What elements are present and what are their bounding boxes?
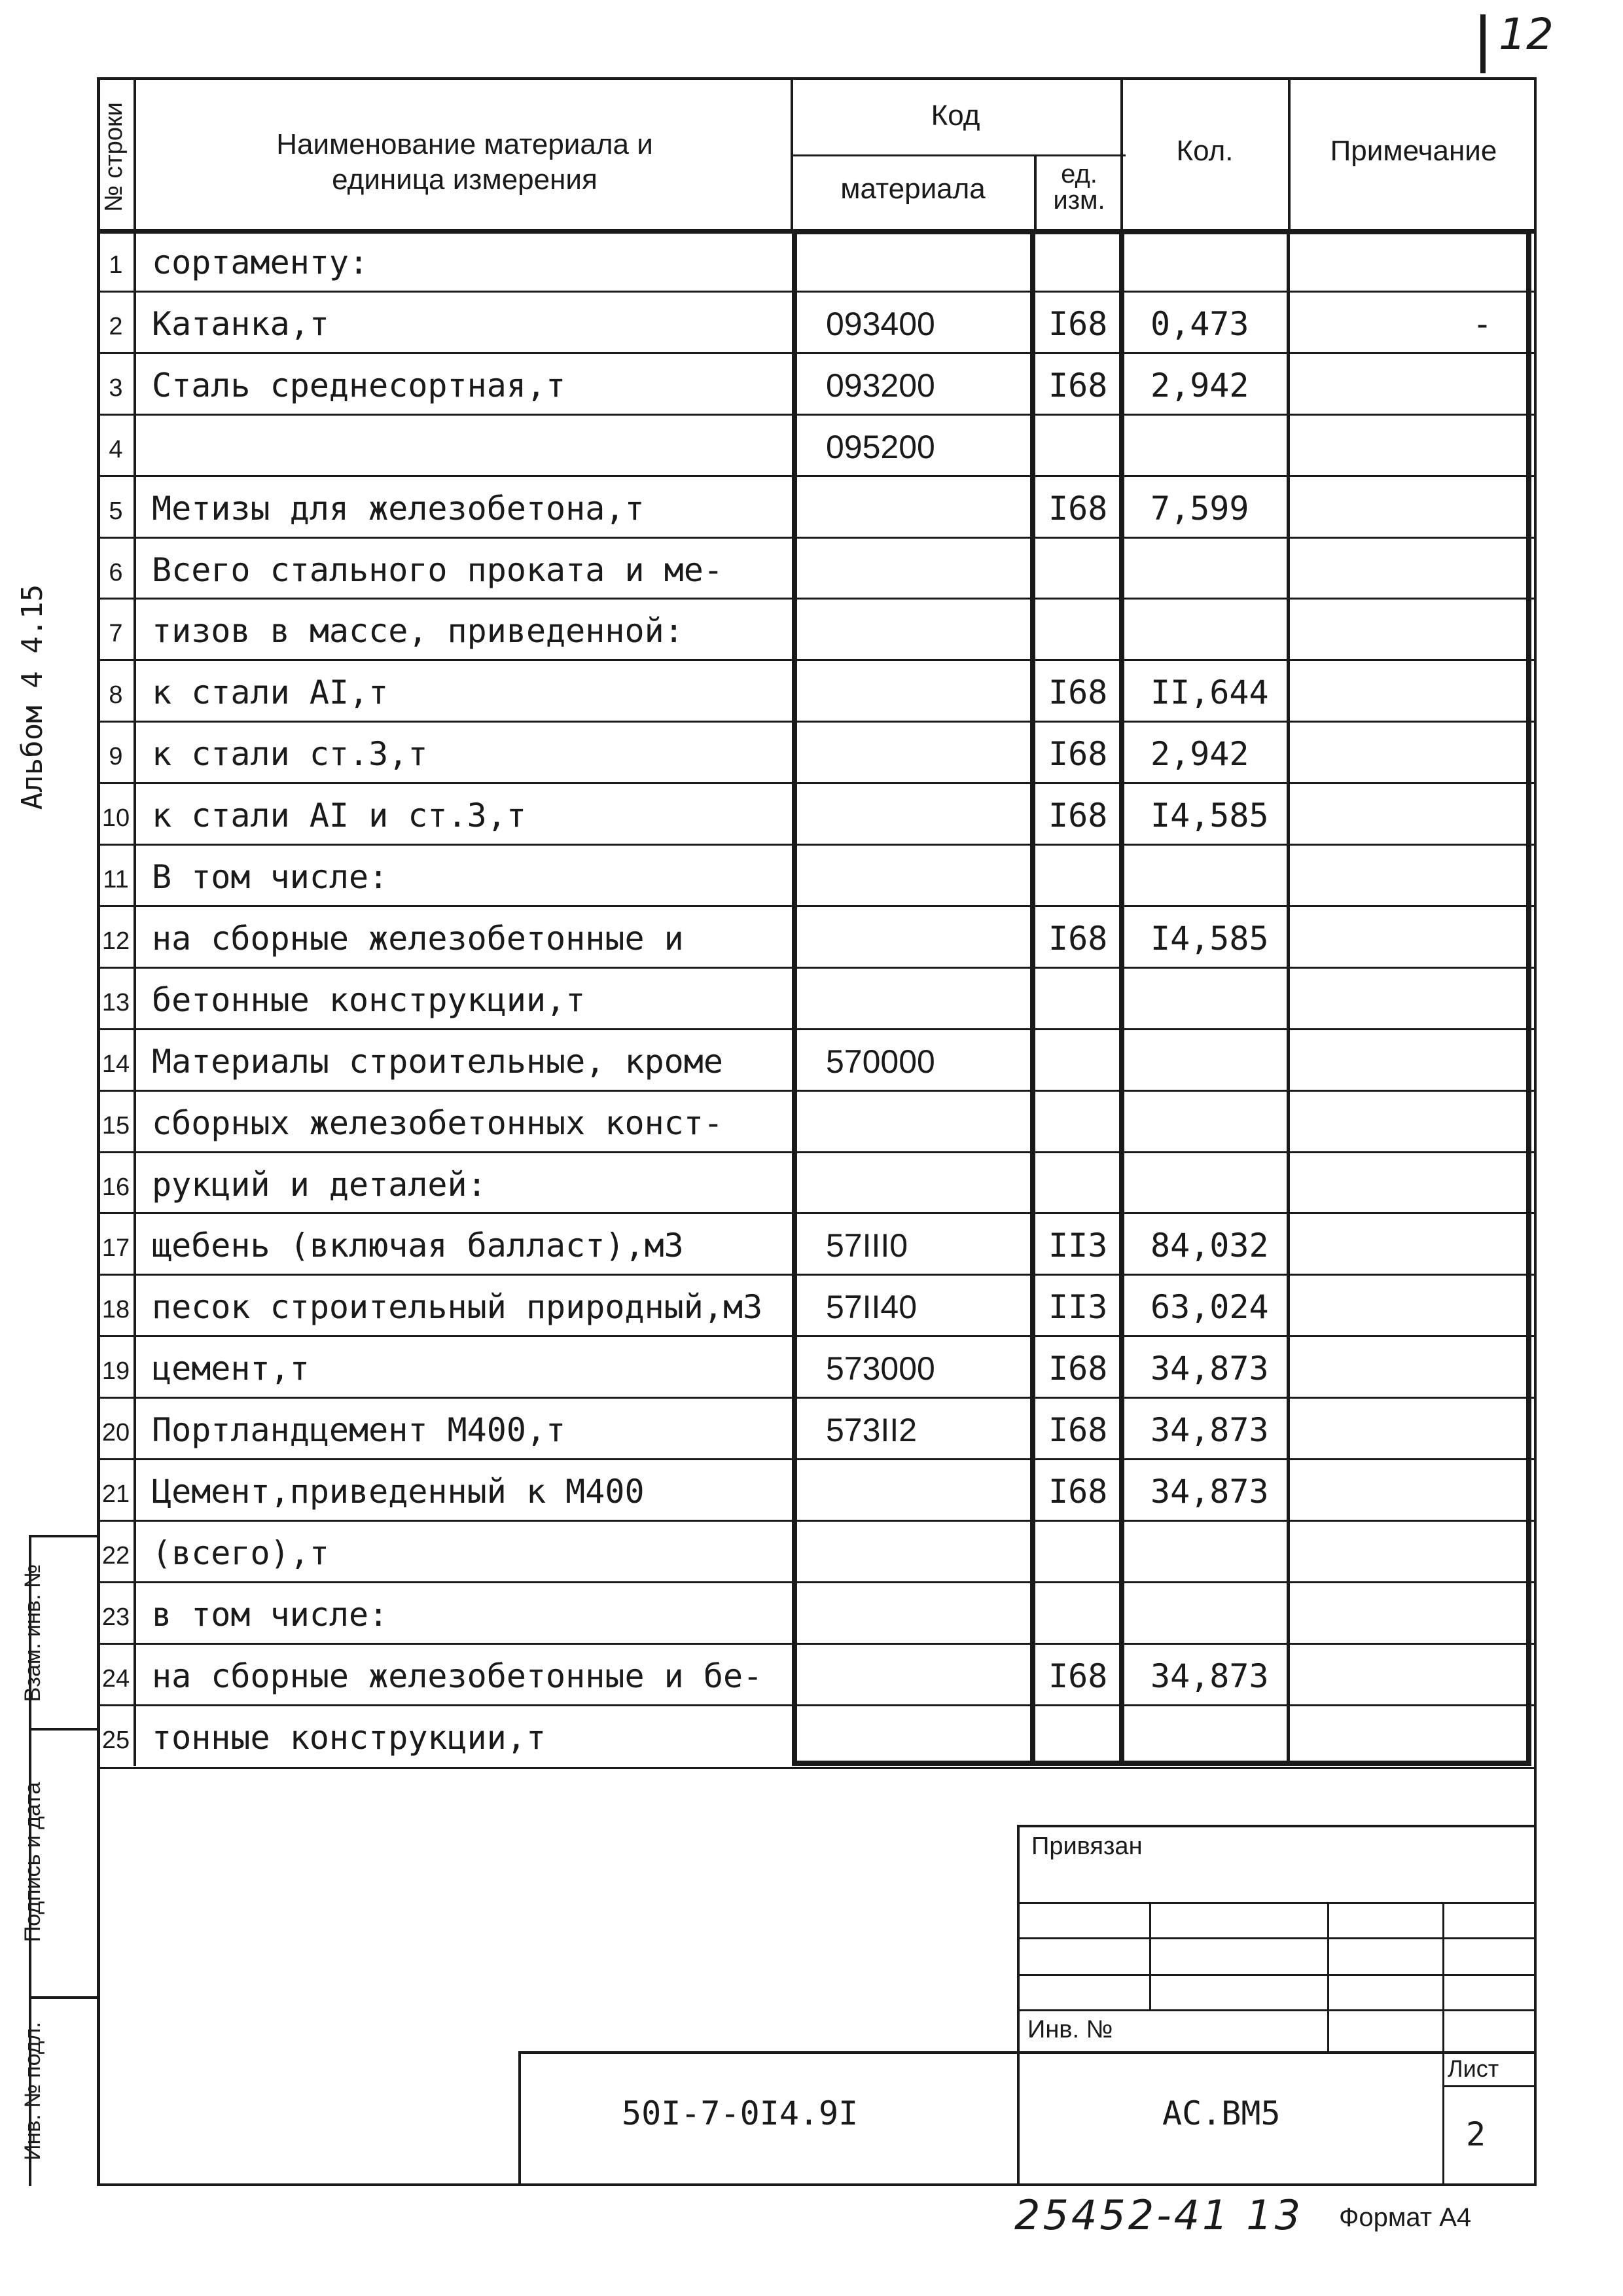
material-code: 095200 [826,429,935,465]
row-number: 21 [101,1480,130,1508]
row-line [97,1397,1537,1399]
row-line [97,844,1537,846]
material-name: Сталь среднесортная,т [152,367,566,404]
row-line [97,537,1537,539]
material-name: Портландцемент М400,т [152,1411,566,1449]
quantity: 63,024 [1150,1288,1269,1326]
doc-number: 50I-7-0I4.9I [622,2094,859,2132]
material-name: в том числе: [152,1596,389,1634]
stamp-inv-podl: Инв. № подл. [20,2022,45,2161]
row-line [97,414,1537,416]
format-label: Формат А4 [1339,2203,1472,2232]
sheet-label: Лист [1448,2055,1499,2082]
bound-line-1 [1017,1902,1537,1904]
row-number: 19 [101,1357,130,1385]
col-line-unit-hdr [1034,154,1037,230]
material-name: бетонные конструкции,т [152,981,586,1019]
row-line [97,1090,1537,1092]
sheet-mark: 12 [1499,9,1554,60]
album-label: Альбом 4 4.15 [16,584,49,810]
bound-line-2 [1017,1937,1537,1939]
material-name: тизов в массе, приведенной: [152,612,684,650]
row-number: 9 [109,743,123,770]
unit-code: I68 [1048,920,1108,958]
material-name: на сборные железобетонные и [152,920,684,958]
left-stamp-divider-2 [29,1996,97,1999]
bound-vline-1 [1149,1902,1151,2009]
material-code: 57II40 [826,1289,918,1325]
row-number: 22 [101,1542,130,1570]
row-number: 3 [109,374,123,402]
material-name: рукций и деталей: [152,1166,487,1204]
header-code-unit: ед. изм. [1053,160,1105,215]
header-code: Код [931,99,980,132]
left-stamp-top [29,1535,97,1537]
row-number: 12 [101,927,130,955]
material-name: сортаменту: [152,243,369,281]
row-number: 2 [109,313,123,340]
header-qty: Кол. [1176,135,1234,167]
row-line [97,291,1537,293]
quantity: I4,585 [1150,920,1269,958]
row-number: 1 [109,251,123,279]
row-line [97,352,1537,354]
row-number: 6 [109,559,123,586]
row-number: 8 [109,681,123,709]
row-number: 11 [103,866,129,893]
sheet-cell-divider [1442,2085,1537,2087]
row-number: 18 [101,1296,130,1323]
material-name: Катанка,т [152,305,329,343]
row-line [97,1520,1537,1522]
material-name: Всего стального проката и ме- [152,551,723,589]
doc-mark: АС.ВМ5 [1162,2094,1281,2132]
unit-code: I68 [1048,1657,1108,1695]
header-row-no: № строки [100,102,128,212]
row-number: 17 [101,1234,130,1262]
material-name: В том числе: [152,858,389,896]
material-name: сборных железобетонных конст- [152,1104,723,1142]
row-line [97,721,1537,723]
handwritten-number: 25452-41 13 [1014,2191,1304,2239]
stamp-sign-date: Подпись и дата [20,1782,45,1943]
row-line [97,967,1537,969]
row-number: 24 [101,1665,130,1693]
unit-code: I68 [1048,1473,1108,1511]
quantity: 34,873 [1150,1657,1269,1695]
row-number: 23 [101,1604,130,1631]
row-line [97,1274,1537,1276]
material-name: к стали AI и ст.3,т [152,797,526,834]
header-name: Наименование материала и единица измерения [276,128,653,196]
col-line-note [1287,229,1290,1766]
header-code-material: материала [840,173,986,205]
row-number: 16 [101,1174,130,1201]
row-number: 7 [109,620,123,647]
material-name: Цемент,приведенный к М400 [152,1473,645,1511]
quantity: I4,585 [1150,797,1269,834]
col-line-qty [1119,229,1124,1766]
row-line [97,1151,1537,1153]
material-code: 57III0 [826,1227,908,1264]
row-line [97,475,1537,477]
material-code: 573II2 [826,1412,918,1448]
col-line-unit [1030,229,1035,1766]
material-code: 570000 [826,1043,935,1080]
unit-code: I68 [1048,305,1108,343]
quantity: 34,873 [1150,1350,1269,1388]
material-name: Материалы строительные, кроме [152,1043,723,1081]
bound-line-4 [1017,2009,1537,2011]
material-name: к стали AI,т [152,673,389,711]
row-line [97,1458,1537,1460]
row-line [97,1581,1537,1583]
material-name: щебень (включая балласт),м3 [152,1227,684,1265]
quantity: 34,873 [1150,1411,1269,1449]
quantity: 34,873 [1150,1473,1269,1511]
sheet-mark-bar [1480,14,1486,73]
row-line [97,782,1537,784]
row-number: 14 [101,1050,130,1078]
material-name: Метизы для железобетона,т [152,490,645,528]
row-number: 5 [109,497,123,525]
bound-label: Привязан [1031,1833,1143,1860]
quantity: II,644 [1150,673,1269,711]
col-line-rowno [134,77,136,1766]
quantity: 84,032 [1150,1227,1269,1265]
quantity: 7,599 [1150,490,1249,528]
row-line [97,1704,1537,1706]
material-name: тонные конструкции,т [152,1719,546,1757]
unit-code: II3 [1048,1288,1108,1326]
sheet-number: 2 [1466,2115,1486,2153]
unit-code: I68 [1048,1411,1108,1449]
quantity: 0,473 [1150,305,1249,343]
material-name: (всего),т [152,1534,329,1572]
material-code: 093200 [826,367,935,404]
inv-label: Инв. № [1027,2016,1113,2043]
unit-code: I68 [1048,367,1108,404]
unit-code: I68 [1048,797,1108,834]
bound-vline-2 [1327,1902,1329,2053]
material-code: 573000 [826,1350,935,1387]
left-stamp-divider-1 [29,1728,97,1731]
row-line [97,905,1537,907]
material-name: на сборные железобетонные и бе- [152,1657,763,1695]
row-number: 25 [101,1727,130,1754]
row-line [97,1335,1537,1337]
row-number: 15 [101,1112,130,1139]
unit-code: II3 [1048,1227,1108,1265]
unit-code: I68 [1048,673,1108,711]
row-number: 4 [109,436,123,463]
row-number: 20 [101,1419,130,1446]
header-note: Примечание [1330,135,1497,167]
table-bottom-line [97,1767,1537,1769]
material-name: к стали ст.3,т [152,735,428,773]
row-line [97,659,1537,661]
row-line [97,598,1537,600]
code-subheader-line [792,154,1126,156]
bound-vline-3 [1442,1902,1444,2053]
stamp-inv-orig: Взам. инв. № [20,1564,45,1702]
unit-code: I68 [1048,1350,1108,1388]
row-number: 10 [101,804,130,832]
note: - [1472,305,1493,343]
unit-code: I68 [1048,490,1108,528]
bound-line-3 [1017,1974,1537,1976]
quantity: 2,942 [1150,735,1249,773]
material-name: цемент,т [152,1350,310,1388]
material-name: песок строительный природный,м3 [152,1288,763,1326]
row-line [97,1028,1537,1030]
row-line [97,1643,1537,1645]
unit-code: I68 [1048,735,1108,773]
material-code: 093400 [826,306,935,342]
quantity: 2,942 [1150,367,1249,404]
row-number: 13 [101,989,130,1016]
row-line [97,1212,1537,1214]
sheet-cell-line [1442,2051,1444,2186]
